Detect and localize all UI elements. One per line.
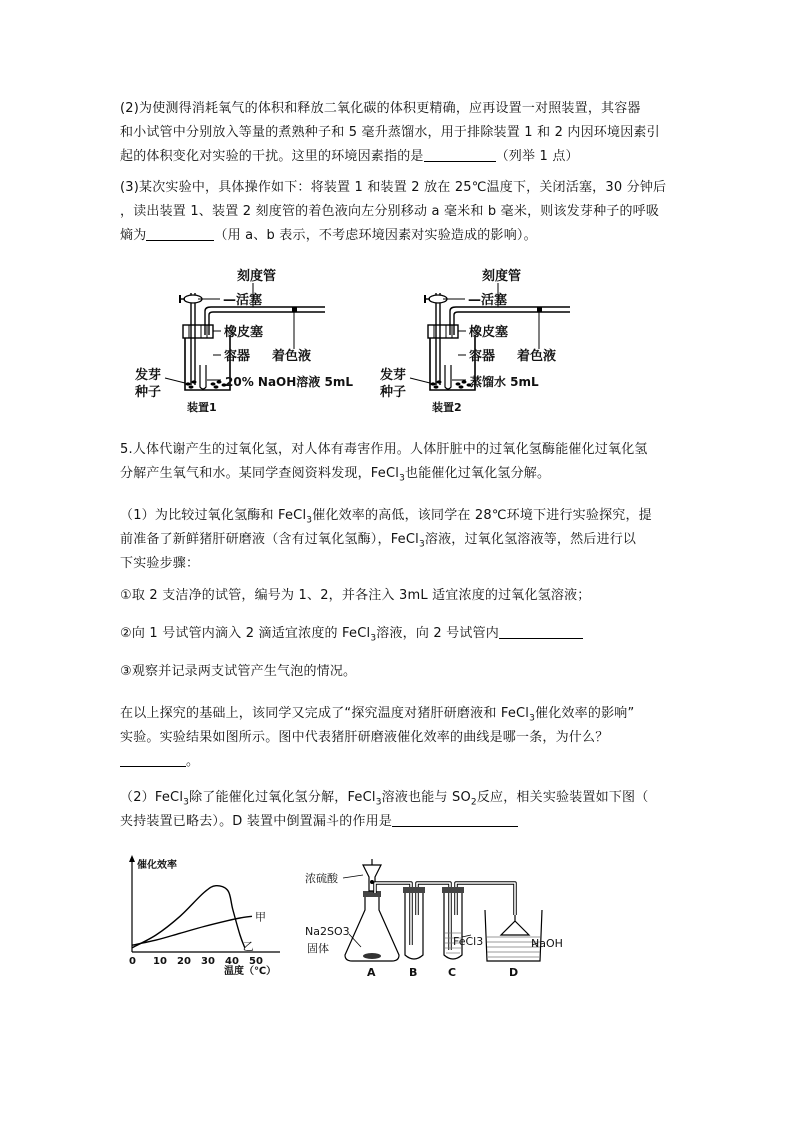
d2-seed-label-1: 发芽	[380, 368, 407, 383]
d2-caption: 装置2	[432, 401, 462, 414]
q5-1-line2	[120, 528, 680, 552]
q4-2-line3	[120, 145, 680, 169]
q5-2-line1	[120, 786, 680, 810]
respiration-apparatus-figure	[125, 265, 585, 425]
na2so3-solid	[363, 953, 381, 959]
solid-label: 固体	[307, 942, 329, 955]
q4-3-line3-tail: （用 a、b 表示，不考虑环境因素对实验造成的影响）。	[214, 228, 537, 243]
x-tick-label: 40	[225, 956, 239, 967]
x-tick-label: 20	[177, 956, 191, 967]
q5-2-line2	[120, 810, 680, 834]
q5-1-l2-b: 溶液，过氧化氢溶液等，然后进行以	[424, 532, 637, 547]
q4-3-line3-text: 熵为	[120, 228, 147, 243]
series-line-yi	[132, 886, 245, 948]
fecl3-label: FeCl3	[453, 935, 484, 948]
q5-2-l1-sub: 3	[183, 797, 190, 808]
d1-caption: 装置1	[187, 401, 217, 414]
q5-follow1-a: 在以上探究的基础上，该同学又完成了“探究温度对猪肝研磨液和 FeCl	[120, 706, 530, 721]
q5-step2-a: ②向 1 号试管内滴入 2 滴适宜浓度的 FeCl	[120, 626, 371, 641]
q4-3-line2: ，读出装置 1、装置 2 刻度管的着色液向左分别移动 a 毫米和 b 毫米，则该发芽种子的呼吸	[120, 204, 660, 219]
q5-1-l2-sub: 3	[418, 539, 425, 550]
q5-2-l1-b: 除了能催化过氧化氢分解，FeCl	[189, 790, 376, 805]
device-2	[379, 268, 570, 414]
acid-label: 浓硫酸	[305, 872, 338, 885]
answer-blank-curve[interactable]	[120, 752, 186, 767]
q4-2-line3-tail: （列举 1 点）	[495, 149, 579, 164]
q5-2-l1-a: （2）FeCl	[120, 790, 184, 805]
answer-blank-funnel[interactable]	[392, 812, 518, 827]
d1-seed-label-2: 种子	[135, 385, 162, 400]
q5-1-l1-b: 催化效率的高低，该同学在 28℃环境下进行实验探究，提	[312, 508, 652, 523]
q5-2-l1-c: 溶液也能与 SO	[381, 790, 471, 805]
x-tick-label: 10	[153, 956, 167, 967]
x-tick-label: 50	[249, 956, 263, 967]
d2-seed-label-2: 种子	[380, 385, 407, 400]
d1-container-label: 容器	[224, 349, 251, 364]
d1-stopper-label: 橡皮塞	[224, 325, 264, 340]
test-tube-c	[444, 891, 462, 959]
q5-step2-b: 溶液，向 2 号试管内	[376, 626, 499, 641]
q5-2-l1-sub2: 3	[375, 797, 382, 808]
q5-step1: ①取 2 支洁净的试管，编号为 1、2，并各注入 3mL 适宜浓度的过氧化氢溶液；	[120, 588, 591, 603]
label-d: D	[509, 966, 519, 979]
series-label: 乙	[242, 939, 254, 953]
na2so3-label: Na2SO3	[305, 925, 350, 938]
q5-step2-sub: 3	[370, 633, 377, 644]
q5-2-l2-text: 夹持装置已略去）。D 装置中倒置漏斗的作用是	[120, 814, 393, 829]
test-tube-b	[405, 891, 423, 959]
label-b: B	[409, 966, 418, 979]
series-label: 甲	[255, 910, 266, 924]
d1-seed-label-1: 发芽	[135, 368, 162, 383]
x-axis-label: 温度（℃）	[224, 966, 277, 977]
x-tick-label: 30	[201, 956, 215, 967]
q5-intro-line2	[120, 462, 680, 486]
q5-follow1-b: 催化效率的影响”	[535, 706, 635, 721]
q5-follow3: 。	[186, 754, 200, 769]
y-axis-arrow	[129, 855, 135, 862]
dropping-funnel	[363, 865, 381, 891]
q4-3-line3	[120, 224, 680, 248]
naoh-label: NaOH	[531, 937, 563, 950]
q5-1-l2-a: 前准备了新鲜猪肝研磨液（含有过氧化氢酶），FeCl	[120, 532, 419, 547]
d1-solution-label: 20% NaOH溶液 5mL	[225, 375, 353, 389]
answer-blank-rq[interactable]	[146, 226, 214, 241]
q5-follow-line3	[120, 750, 680, 774]
y-axis-label: 催化效率	[137, 860, 177, 871]
flask-stopper	[363, 891, 381, 897]
q5-step2	[120, 622, 680, 646]
d1-dye-label: 着色液	[272, 349, 312, 364]
d2-stopper-label: 橡皮塞	[469, 325, 509, 340]
q5-intro-line1: 5.人体代谢产生的过氧化氢，对人体有毒害作用。人体肝脏中的过氧化氢酶能催化过氧化氢	[120, 442, 648, 457]
q4-3-line1: (3)某次实验中，具体操作如下：将装置 1 和装置 2 放在 25℃温度下，关闭活塞，30 分钟后	[120, 180, 667, 195]
q4-2-line1: (2)为使测得消耗氧气的体积和释放二氧化碳的体积更精确，应再设置一对照装置，其容器	[120, 101, 641, 116]
q5-follow-line1	[120, 702, 680, 726]
d2-dye-label: 着色液	[517, 349, 557, 364]
device-1	[134, 268, 353, 414]
q4-2-line2: 和小试管中分别放入等量的煮熟种子和 5 毫升蒸馏水，用于排除装置 1 和 2 内因环境因素引	[120, 125, 660, 140]
q5-follow1-sub: 3	[529, 713, 536, 724]
d2-container-label: 容器	[469, 349, 496, 364]
flask-a	[345, 895, 399, 961]
x-tick-label: 0	[129, 956, 136, 967]
d1-valve-label: —活塞	[223, 293, 263, 308]
q5-1-l1-sub: 3	[306, 515, 313, 526]
series-line-jia	[132, 916, 252, 945]
label-c: C	[448, 966, 457, 979]
q4-2-line3-text: 起的体积变化对实验的干扰。这里的环境因素指的是	[120, 149, 424, 164]
q5-2-l1-sub3: 2	[470, 797, 477, 808]
label-a: A	[367, 966, 376, 979]
d2-solution-label: 蒸馏水 5mL	[470, 375, 539, 389]
q5-1-line3: 下实验步骤：	[120, 556, 200, 571]
inverted-funnel	[501, 915, 529, 935]
d2-tube-label: 刻度管	[482, 269, 522, 284]
answer-blank-environment[interactable]	[424, 147, 496, 162]
d1-tube-label: 刻度管	[237, 269, 277, 284]
answer-blank-step2[interactable]	[499, 624, 583, 639]
catalytic-efficiency-chart	[120, 852, 295, 977]
q5-intro2-a: 分解产生氧气和水。某同学查阅资料发现，FeCl	[120, 466, 400, 481]
q5-step3: ③观察并记录两支试管产生气泡的情况。	[120, 664, 357, 679]
q5-1-l1-a: （1）为比较过氧化氢酶和 FeCl	[120, 508, 307, 523]
q5-intro2-b: 也能催化过氧化氢分解。	[405, 466, 551, 481]
q5-2-l1-d: 反应，相关实验装置如下图（	[476, 790, 649, 805]
q5-follow-line2: 实验。实验结果如图所示。图中代表猪肝研磨液催化效率的曲线是哪一条，为什么？	[120, 730, 609, 745]
q5-intro2-sub: 3	[399, 473, 405, 484]
q5-1-line1	[120, 504, 680, 528]
so2-apparatus-figure	[305, 855, 565, 980]
d2-valve-label: —活塞	[468, 293, 508, 308]
